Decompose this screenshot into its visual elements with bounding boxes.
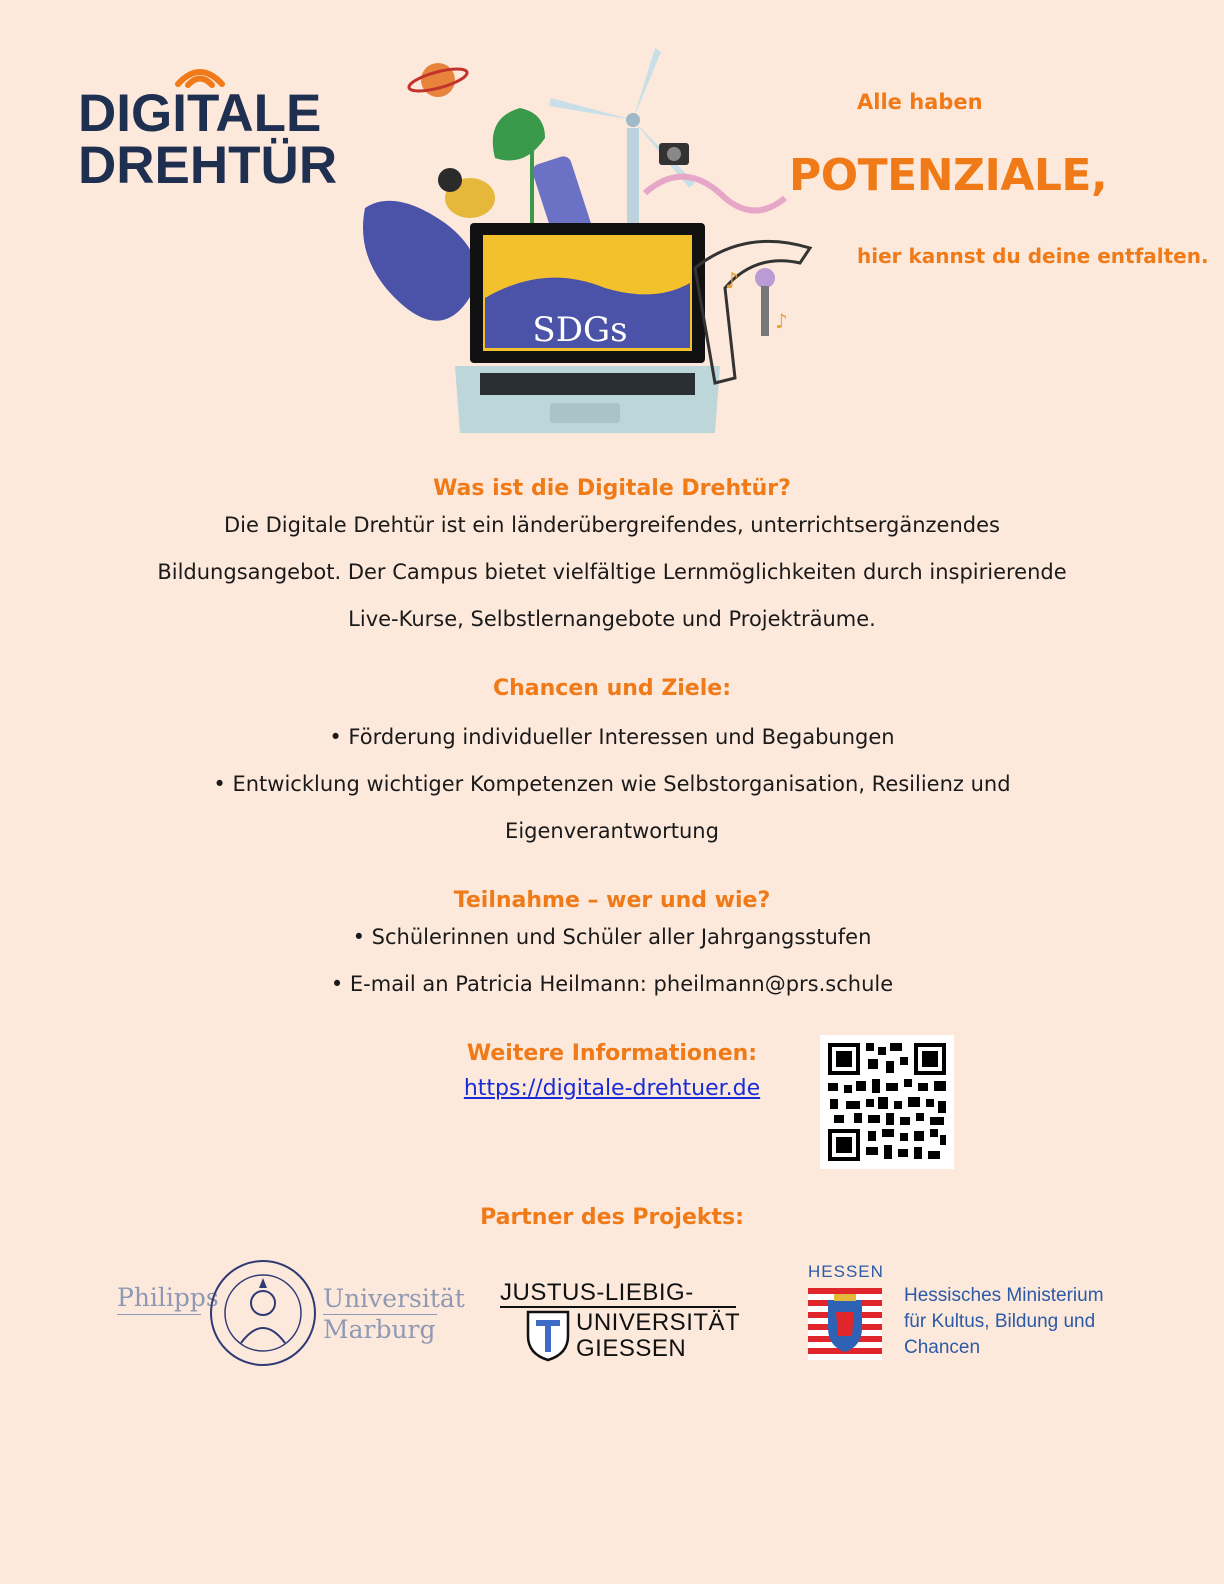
goals-line-3: Eigenverantwortung — [505, 819, 719, 843]
marburg-marburg: Marburg — [323, 1315, 436, 1344]
whale-icon — [363, 201, 477, 321]
marburg-rule-left — [117, 1314, 201, 1315]
partners-heading: Partner des Projekts: — [480, 1205, 744, 1230]
camera-icon — [659, 143, 689, 165]
giessen-line-2: UNIVERSITÄT — [576, 1309, 741, 1336]
logo-line-1: DIGITALE — [78, 84, 322, 143]
marburg-logo — [115, 1258, 465, 1368]
tagline-headline: POTENZIALE, — [789, 150, 1108, 201]
microphone-icon — [755, 268, 775, 336]
participation-line-1: • Schülerinnen und Schüler aller Jahrgangsstufen — [352, 925, 872, 949]
marburg-seal-icon — [205, 1258, 321, 1368]
info-heading: Weitere Informationen: — [466, 1041, 758, 1066]
giessen-shield-icon — [526, 1310, 570, 1362]
giessen-line-1: JUSTUS-LIEBIG- — [500, 1279, 694, 1306]
marburg-philipps: Philipps — [117, 1283, 219, 1312]
website-link[interactable]: https://digitale-drehtuer.de — [463, 1076, 761, 1101]
logo-line-2: DREHTÜR — [78, 136, 338, 195]
what-line-1: Die Digitale Drehtür ist ein länderübergreifendes, unterrichtsergänzendes — [224, 513, 1000, 537]
tagline-line-3: hier kannst du deine entfalten. — [857, 244, 1209, 268]
hessen-line-3: Chancen — [904, 1337, 981, 1358]
hessen-flag-icon — [808, 1288, 882, 1360]
participation-line-2: • E-mail an Patricia Heilmann: pheilmann@prs.schule — [330, 972, 894, 996]
planet-icon — [407, 63, 469, 97]
hessen-title: HESSEN — [808, 1262, 884, 1281]
music-note-icon-2: ♪ — [775, 309, 788, 333]
digitale-drehtuer-logo — [78, 58, 338, 198]
laptop-icon — [455, 223, 720, 433]
what-heading: Was ist die Digitale Drehtür? — [433, 476, 791, 501]
giessen-line-3: GIESSEN — [576, 1335, 687, 1362]
hessen-line-2: für Kultus, Bildung und — [904, 1311, 1096, 1332]
what-line-3: Live-Kurse, Selbstlernangebote und Projekträume. — [348, 607, 876, 631]
tagline-line-1: Alle haben — [857, 90, 983, 114]
laptop-illustration — [355, 48, 825, 443]
goals-line-1: • Förderung individueller Interessen und Begabungen — [329, 725, 895, 749]
participation-heading: Teilnahme – wer und wie? — [453, 888, 771, 913]
hessen-logo — [808, 1262, 1128, 1372]
goals-line-2: • Entwicklung wichtiger Kompetenzen wie Selbstorganisation, Resilienz und — [213, 772, 1011, 796]
marburg-universitaet: Universität — [323, 1284, 465, 1313]
qr-code — [820, 1035, 954, 1169]
dinosaur-skeleton-icon — [695, 241, 810, 383]
hessen-line-1: Hessisches Ministerium — [904, 1285, 1104, 1306]
sdgs-screen-text: SDGs — [532, 310, 628, 350]
dna-icon — [645, 177, 785, 211]
bird-icon — [438, 168, 495, 218]
goals-heading: Chancen und Ziele: — [492, 676, 731, 701]
what-line-2: Bildungsangebot. Der Campus bietet vielfältige Lernmöglichkeiten durch inspirierende — [157, 560, 1067, 584]
music-note-icon: ♪ — [725, 269, 740, 294]
giessen-rule — [500, 1306, 736, 1308]
giessen-logo — [500, 1280, 740, 1370]
